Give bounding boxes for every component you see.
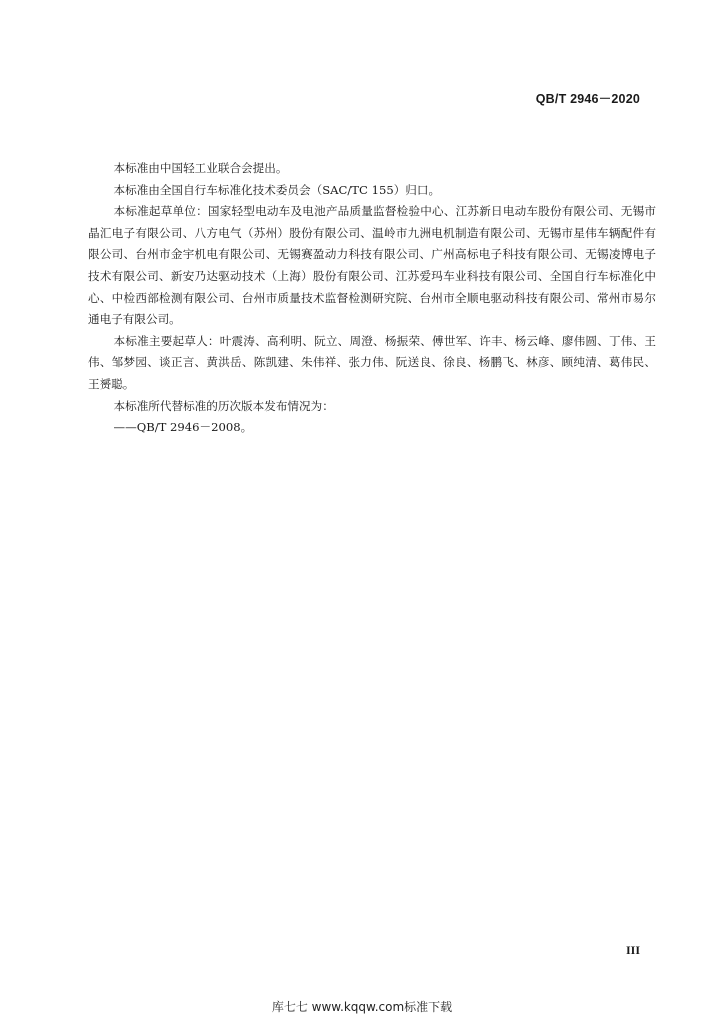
proposed-by-paragraph: 本标准由中国轻工业联合会提出。: [113, 161, 288, 175]
history-intro-paragraph: 本标准所代替标准的历次版本发布情况为：: [113, 398, 334, 413]
standard-code: QB/T 2946－2020: [535, 92, 640, 106]
main-drafters-paragraph: 本标准主要起草人：叶震涛、高利明、阮立、周澄、杨振荣、傅世军、许丰、杨云峰、廖伟圆、丁伟、王伟、邹梦园、谈正言、黄洪岳、陈凯建、朱伟祥、张力伟、阮送良、徐良、杨鹏飞、林彦、顾纯清、葛伟民、王赟聪。: [88, 333, 656, 391]
history-item: ——QB/T 2946－2008。: [113, 420, 253, 435]
page-number: III: [625, 943, 640, 957]
managed-by-paragraph: 本标准由全国自行车标准化技术委员会（SAC/TC 155）归口。: [113, 182, 441, 197]
drafting-units-paragraph: 本标准起草单位：国家轻型电动车及电池产品质量监督检验中心、江苏新日电动车股份有限公司、无锡市晶汇电子有限公司、八方电气（苏州）股份有限公司、温岭市九洲电机制造有限公司、无锡市星伟车辆配件有限公司、台州市金宇机电有限公司、无锡赛盈动力科技有限公司、广州高标电子科技有限公司、无锡凌博电子技术有限公司、新安乃达驱动技术（上海）股份有限公司、江苏爱玛车业科技有限公司、全国自行车标准化中心、中检西部检测有限公司、台州市质量技术监督检测研究院、台州市全顺电驱动科技有限公司、常州市易尔通电子有限公司。: [88, 204, 656, 327]
foreword-body: [88, 158, 656, 439]
footer-watermark: 库七七 www.kqqw.com标准下载: [271, 1000, 453, 1014]
